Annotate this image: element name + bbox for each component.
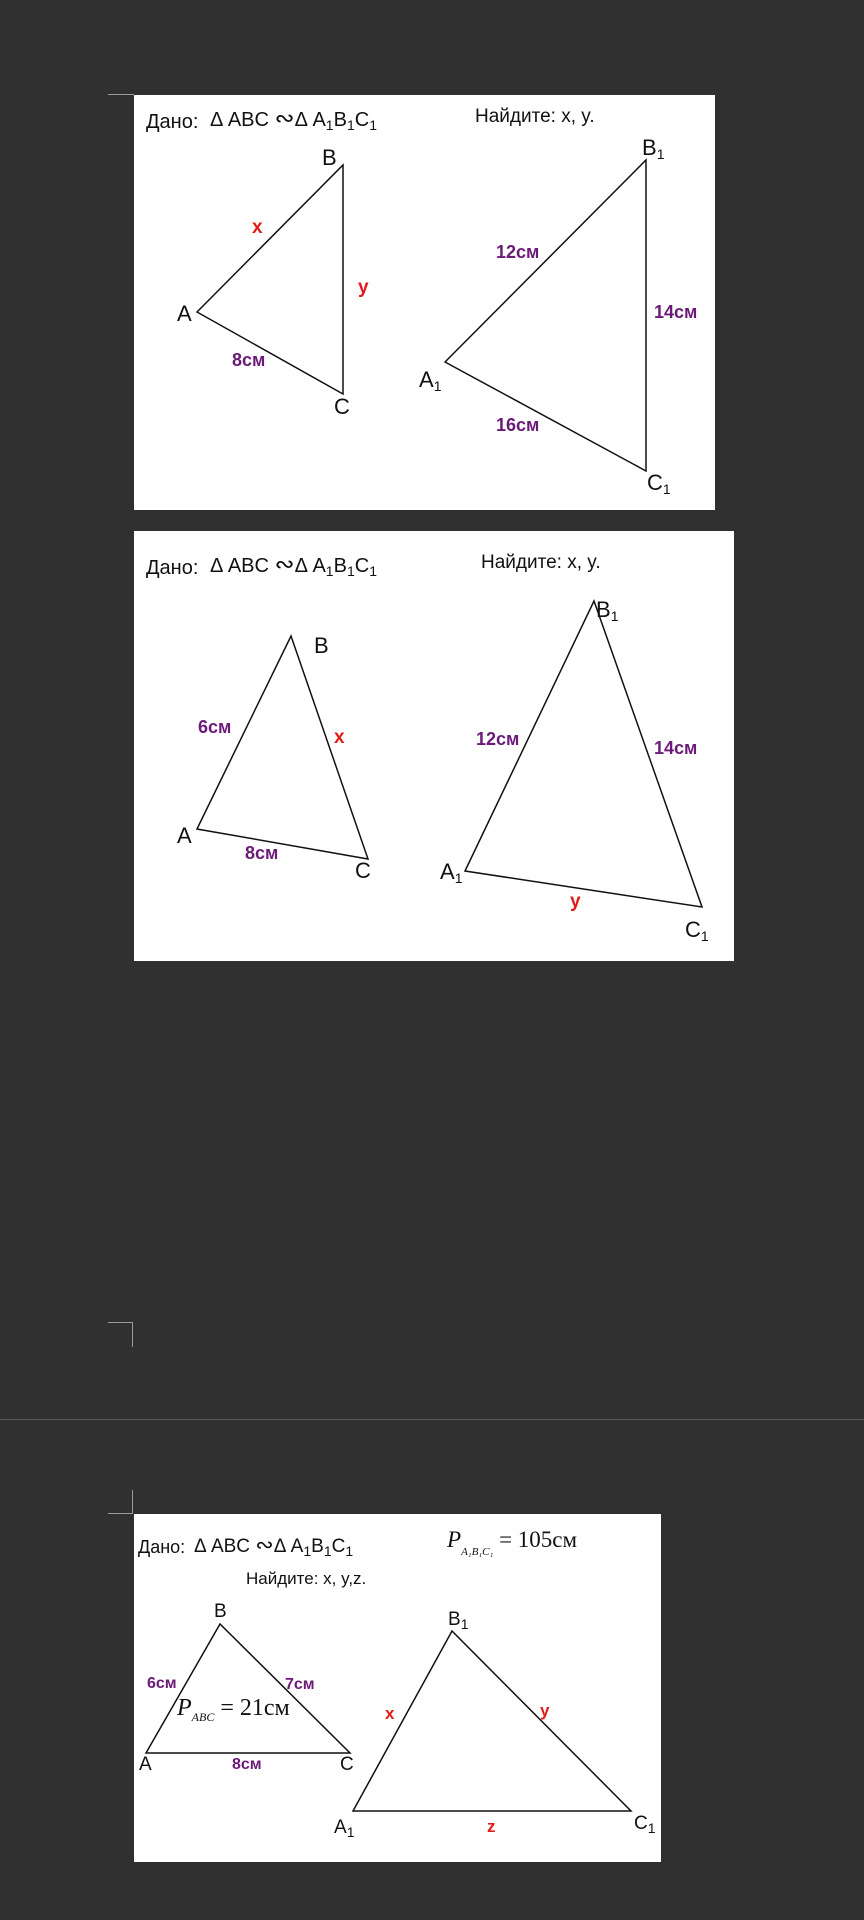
side-y-label: y xyxy=(570,891,581,912)
given-label: Дано: xyxy=(138,1537,186,1557)
vertex-c: C xyxy=(340,1754,354,1775)
vertex-b1: $B_1$ xyxy=(596,597,619,624)
delta-symbol: Δ xyxy=(194,1536,206,1557)
vertex-b: B xyxy=(214,1601,227,1622)
similar-symbol: ∾ xyxy=(274,551,295,578)
vertex-c: C xyxy=(355,858,371,883)
vertex-b: B xyxy=(314,633,329,658)
page-corner-mark xyxy=(132,1490,134,1514)
delta-symbol: Δ xyxy=(294,555,307,577)
side-ab-label: 6см xyxy=(198,717,232,737)
side-a1b1-label: 12см xyxy=(476,729,520,749)
side-x-label: x xyxy=(252,217,263,238)
vertex-c1: $C_1$ xyxy=(647,470,671,497)
triangle-name: ABC xyxy=(227,109,269,131)
side-a1b1-label: 12см xyxy=(496,242,540,262)
vertex-a1: $A_1$ xyxy=(334,1817,355,1840)
page-corner-mark xyxy=(108,1322,133,1347)
vertex-b1: $B_1$ xyxy=(448,1609,469,1632)
slide-3-figures xyxy=(134,1514,661,1862)
slide-2-figures xyxy=(134,531,734,961)
page-corner-mark xyxy=(108,1513,132,1515)
delta-symbol: Δ xyxy=(210,109,223,131)
similarity-statement: Δ ABC ∾Δ $A_1B_1C_1$ xyxy=(210,551,377,579)
side-bc-label: 7см xyxy=(285,1676,315,1693)
side-ab-label: 6см xyxy=(147,1675,177,1692)
side-ac-label: 8см xyxy=(232,350,266,370)
vertex-a: A xyxy=(177,823,192,848)
page-corner-mark xyxy=(108,76,134,95)
triangle-abc xyxy=(197,165,343,394)
side-x-label: x xyxy=(334,727,345,748)
delta-symbol: Δ xyxy=(273,1536,286,1557)
side-b1c1-label: 14см xyxy=(654,738,698,758)
delta-symbol: Δ xyxy=(210,555,223,577)
side-a1c1-label: 16см xyxy=(496,415,540,435)
find-label: Найдите: x, y. xyxy=(475,106,595,127)
vertex-a1: $A_1$ xyxy=(440,859,463,886)
side-ac-label: 8см xyxy=(232,1756,262,1773)
given-label: Дано: xyxy=(146,557,199,579)
side-ac-label: 8см xyxy=(245,843,279,863)
side-b1c1-label: 14см xyxy=(654,302,698,322)
similar-symbol: ∾ xyxy=(255,1532,274,1557)
vertex-c1: $C_1$ xyxy=(685,917,709,944)
find-label: Найдите: x, y,z. xyxy=(246,1569,367,1588)
side-z-label: z xyxy=(487,1817,496,1836)
vertex-b: B xyxy=(322,145,337,170)
similarity-statement: Δ ABC ∾Δ $A_1B_1C_1$ xyxy=(210,105,377,133)
similar-symbol: ∾ xyxy=(274,105,295,132)
delta-symbol: Δ xyxy=(294,109,307,131)
slide-1 xyxy=(134,95,715,510)
vertex-a: A xyxy=(139,1754,152,1775)
triangle-a1b1c1 xyxy=(353,1631,631,1811)
perimeter-a1b1c1: $P_{A_1B_1C_1} = 105см$ xyxy=(447,1527,578,1558)
find-label: Найдите: x, y. xyxy=(481,552,601,573)
vertex-a1: $A_1$ xyxy=(419,367,442,394)
slide-2 xyxy=(134,531,734,961)
vertex-b1: $B_1$ xyxy=(642,135,665,162)
vertex-a: A xyxy=(177,301,192,326)
side-x-label: x xyxy=(385,1704,395,1723)
triangle-a1b1c1 xyxy=(445,160,646,471)
perimeter-abc: $P_{ABC} = 21см$ xyxy=(177,1695,290,1724)
vertex-c1: $C_1$ xyxy=(634,1813,656,1836)
triangle-name: ABC xyxy=(210,1536,251,1557)
page-separator xyxy=(0,1419,864,1420)
triangle-name: ABC xyxy=(227,555,269,577)
side-y-label: y xyxy=(540,1701,550,1720)
slide-1-figures xyxy=(134,95,715,510)
vertex-c: C xyxy=(334,394,350,419)
given-label: Дано: xyxy=(146,111,199,133)
side-y-label: y xyxy=(358,277,369,298)
similarity-statement: Δ ABC ∾Δ $A_1B_1C_1$ xyxy=(194,1532,354,1559)
slide-3 xyxy=(134,1514,661,1862)
